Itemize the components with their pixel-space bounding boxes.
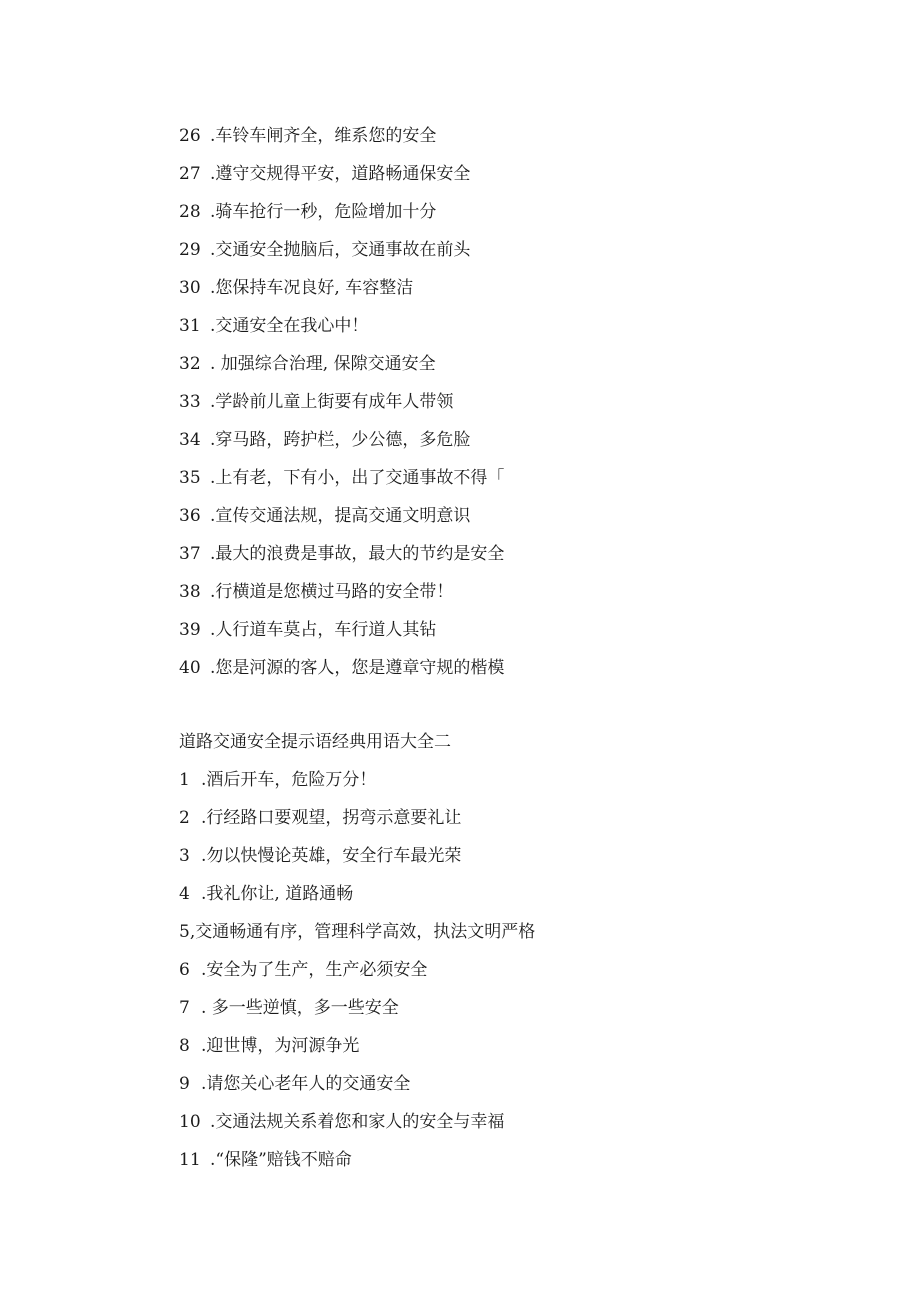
item-text: . 多一些逆慎，多一些安全 xyxy=(201,998,399,1018)
item-number: 3 xyxy=(179,846,190,866)
item-number: 2 xyxy=(179,808,190,828)
item-text: .您保持车况良好, 车容整洁 xyxy=(210,278,414,298)
item-text: .行横道是您横过马路的安全带！ xyxy=(210,582,454,602)
item-text: .我礼你让, 道路通畅 xyxy=(201,884,354,904)
item-text: .安全为了生产，生产必须安全 xyxy=(201,960,428,980)
list-item xyxy=(179,578,839,616)
list-item xyxy=(179,842,839,880)
item-number: 32 xyxy=(179,354,201,374)
item-text: .请您关心老年人的交通安全 xyxy=(201,1074,411,1094)
item-number: 8 xyxy=(179,1036,190,1056)
item-text: 5,交通畅通有序，管理科学高效，执法文明严格 xyxy=(179,922,536,942)
item-number: 37 xyxy=(179,544,201,564)
item-number: 11 xyxy=(179,1150,201,1170)
item-number: 9 xyxy=(179,1074,190,1094)
list-item xyxy=(179,766,839,804)
item-text: .车铃车闸齐全，维系您的安全 xyxy=(210,126,437,146)
item-number: 31 xyxy=(179,316,201,336)
item-text: .上有老，下有小，出了交通事故不得「 xyxy=(210,468,505,488)
list-item xyxy=(179,388,839,426)
item-text: .交通法规关系着您和家人的安全与幸福 xyxy=(210,1112,505,1132)
item-text: . 加强综合治理, 保隙交通安全 xyxy=(210,354,436,374)
list-item xyxy=(179,654,839,692)
list-item xyxy=(179,198,839,236)
item-text: .穿马路，跨护栏，少公德，多危脸 xyxy=(210,430,471,450)
item-number: 38 xyxy=(179,582,201,602)
list-item xyxy=(179,236,839,274)
item-number: 28 xyxy=(179,202,201,222)
item-number: 26 xyxy=(179,126,201,146)
item-number: 1 xyxy=(179,770,190,790)
list-item xyxy=(179,1032,839,1070)
list-item xyxy=(179,160,839,198)
list-item xyxy=(179,918,839,956)
list-item xyxy=(179,1070,839,1108)
item-number: 35 xyxy=(179,468,201,488)
item-text: .交通安全抛脑后，交通事故在前头 xyxy=(210,240,471,260)
item-number: 33 xyxy=(179,392,201,412)
item-text: .勿以快慢论英雄，安全行车最光荣 xyxy=(201,846,462,866)
item-number: 40 xyxy=(179,658,201,678)
item-number: 29 xyxy=(179,240,201,260)
list-item xyxy=(179,464,839,502)
list-item xyxy=(179,880,839,918)
item-text: .“保隆”赔钱不赔命 xyxy=(210,1150,352,1170)
item-number: 7 xyxy=(179,998,190,1018)
item-text: .迎世博，为河源争光 xyxy=(201,1036,360,1056)
item-text: .您是河源的客人，您是遵章守规的楷模 xyxy=(210,658,505,678)
item-number: 39 xyxy=(179,620,201,640)
list-item xyxy=(179,1108,839,1146)
list-item xyxy=(179,502,839,540)
list-item xyxy=(179,122,839,160)
list-item xyxy=(179,804,839,842)
item-text: .宣传交通法规，提高交通文明意识 xyxy=(210,506,471,526)
item-text: .酒后开车，危险万分！ xyxy=(201,770,377,790)
item-number: 27 xyxy=(179,164,201,184)
list-item xyxy=(179,1146,839,1184)
item-number: 10 xyxy=(179,1112,201,1132)
list-item xyxy=(179,956,839,994)
list-item xyxy=(179,616,839,654)
slogan-list-part-2 xyxy=(179,728,839,1184)
list-item xyxy=(179,426,839,464)
item-number: 30 xyxy=(179,278,201,298)
item-number: 6 xyxy=(179,960,190,980)
item-text: .人行道车莫占，车行道人其钻 xyxy=(210,620,437,640)
list-item xyxy=(179,994,839,1032)
item-number: 34 xyxy=(179,430,201,450)
item-text: .交通安全在我心中！ xyxy=(210,316,369,336)
item-text: .行经路口要观望，拐弯示意要礼让 xyxy=(201,808,462,828)
list-item xyxy=(179,312,839,350)
item-text: .学龄前儿童上街要有成年人带领 xyxy=(210,392,454,412)
item-text: .遵守交规得平安，道路畅通保安全 xyxy=(210,164,471,184)
list-item xyxy=(179,274,839,312)
list-item xyxy=(179,350,839,388)
item-number: 36 xyxy=(179,506,201,526)
list-item xyxy=(179,540,839,578)
section-title: 道路交通安全提示语经典用语大全二 xyxy=(179,732,451,752)
item-text: .骑车抢行一秒，危险增加十分 xyxy=(210,202,437,222)
slogan-list-part-1 xyxy=(179,122,839,692)
item-number: 4 xyxy=(179,884,190,904)
item-text: .最大的浪费是事故，最大的节约是安全 xyxy=(210,544,505,564)
